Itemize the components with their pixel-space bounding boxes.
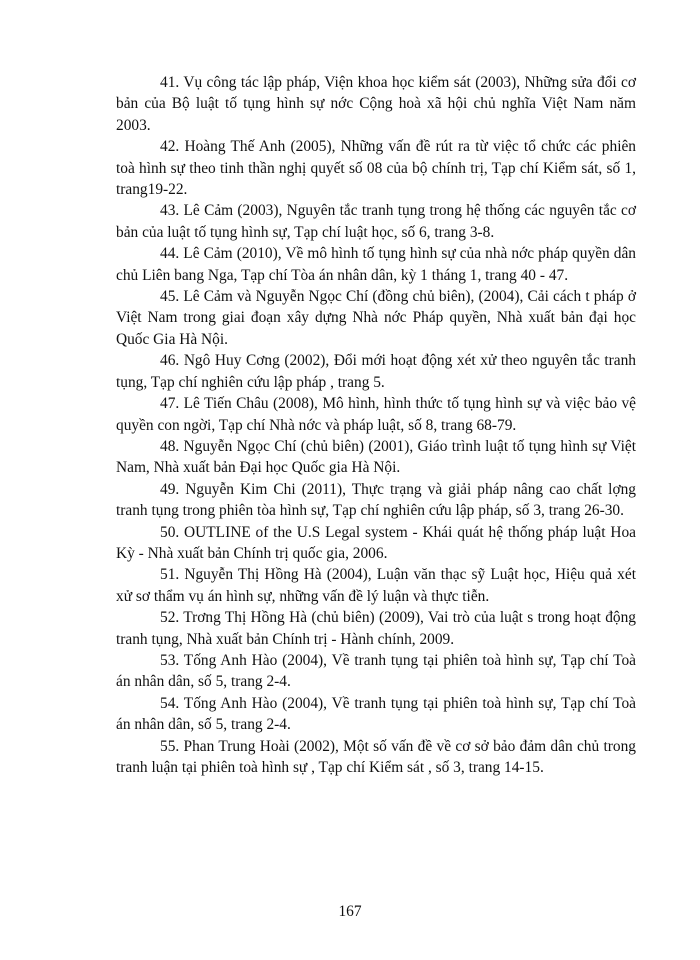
reference-item-54: 54. Tống Anh Hào (2004), Về tranh tụng tại phiên toà hình sự, Tạp chí Toà án nhân dân, số 5, trang 2-4. <box>116 694 636 734</box>
reference-item-53: 53. Tống Anh Hào (2004), Về tranh tụng tại phiên toà hình sự, Tạp chí Toà án nhân dân, số 5, trang 2-4. <box>116 651 636 691</box>
reference-item-52: 52. Trơng Thị Hồng Hà (chủ biên) (2009), Vai trò của luật s trong hoạt động tranh tụng, Nhà xuất bản Chính trị - Hành chính, 2009. <box>116 609 636 648</box>
reference-item-55: 55. Phan Trung Hoài (2002), Một số vấn đề về cơ sở bảo đảm dân chủ trong tranh luận tại phiên toà hình sự , Tạp chí Kiểm sát , số 3, trang 14-15. <box>116 737 636 776</box>
reference-item-43: 43. Lê Cảm (2003), Nguyên tắc tranh tụng trong hệ thống các nguyên tắc cơ bản của luật tố tụng hình sự, Tạp chí luật học, số 6, trang 3-8. <box>116 202 636 241</box>
reference-item-45: 45. Lê Cảm và Nguyễn Ngọc Chí (đồng chủ biên), (2004), Cải cách t pháp ở Việt Nam trong giai đoạn xây dựng Nhà nớc Pháp quyền, Nhà xuất bản đại học Quốc Gia Hà Nội. <box>116 288 636 348</box>
reference-item-50: 50. OUTLINE of the U.S Legal system - Khái quát hệ thống pháp luật Hoa Kỳ - Nhà xuất bản Chính trị quốc gia, 2006. <box>116 523 636 562</box>
reference-item-41: 41. Vụ công tác lập pháp, Viện khoa học kiểm sát (2003), Những sửa đổi cơ bản của Bộ luật tố tụng hình sự nớc Cộng hoà xã hội chủ nghĩa Việt Nam năm 2003. <box>116 74 636 134</box>
reference-item-47: 47. Lê Tiến Châu (2008), Mô hình, hình thức tố tụng hình sự và việc bảo vệ quyền con ngời, Tạp chí Nhà nớc và pháp luật, số 8, trang 68-79. <box>116 395 636 434</box>
reference-item-51: 51. Nguyễn Thị Hồng Hà (2004), Luận văn thạc sỹ Luật học, Hiệu quả xét xử sơ thẩm vụ án hình sự, những vấn đề lý luận và thực tiễn. <box>116 566 636 605</box>
reference-item-42: 42. Hoàng Thế Anh (2005), Những vấn đề rút ra từ việc tổ chức các phiên toà hình sự theo tinh thần nghị quyết số 08 của bộ chính trị, Tạp chí Kiểm sát, số 1, trang19-22. <box>116 138 636 199</box>
reference-item-46: 46. Ngô Huy Cơng (2002), Đổi mới hoạt động xét xử theo nguyên tắc tranh tụng, Tạp chí nghiên cứu lập pháp , trang 5. <box>116 352 636 391</box>
reference-item-49: 49. Nguyễn Kim Chi (2011), Thực trạng và giải pháp nâng cao chất lợng tranh tụng trong phiên tòa hình sự, Tạp chí nghiên cứu lập pháp, số 3, trang 26-30. <box>116 480 636 520</box>
reference-item-44: 44. Lê Cảm (2010), Về mô hình tố tụng hình sự của nhà nớc pháp quyền dân chủ Liên bang Nga, Tạp chí Tòa án nhân dân, kỳ 1 tháng 1, trang 40 - 47. <box>116 245 636 284</box>
reference-item-48: 48. Nguyễn Ngọc Chí (chủ biên) (2001), Giáo trình luật tố tụng hình sự Việt Nam, Nhà xuất bản Đại học Quốc gia Hà Nội. <box>116 437 636 477</box>
page-number: 167 <box>338 903 362 920</box>
reference-list <box>116 72 636 778</box>
